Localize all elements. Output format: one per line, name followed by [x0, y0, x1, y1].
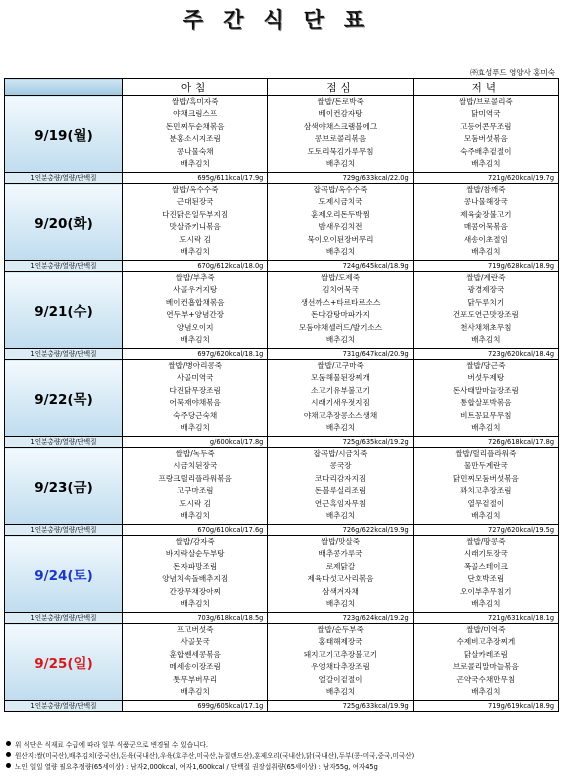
menu-item: 배추김치 — [325, 599, 356, 609]
nutrition-row — [5, 613, 559, 624]
corner-cell — [5, 79, 123, 96]
menu-item: 숙주배추겉절이 — [460, 146, 512, 156]
meal-lunch — [268, 448, 413, 525]
day-row — [5, 448, 559, 525]
menu-item: 쌀밥/참깨죽 — [466, 185, 506, 194]
menu-item: 닭살카레조림 — [463, 649, 508, 659]
header-row — [5, 79, 559, 96]
footer-note: 노인 일일 열량 필요추정량(65세이상) : 남자2,000kcal, 여자1,600kcal / 단백질 권장섭취량(65세이상) : 남자55g, 여자45g — [4, 762, 564, 773]
day-row — [5, 360, 559, 437]
nutrition-lunch: 725g/635kcal/19.2g — [268, 437, 413, 448]
menu-item: 닭민찌모둠버섯볶음 — [452, 473, 519, 483]
nutrition-label: 1인분총량/열량/단백질 — [5, 525, 123, 536]
meal-dinner — [413, 360, 558, 437]
menu-item: 쌀밥/고구마죽 — [317, 361, 364, 370]
menu-item: 배추김치 — [180, 247, 210, 257]
nutrition-row — [5, 261, 559, 272]
meal-dinner — [413, 624, 558, 701]
menu-item: 모둠야채셀러드/발기소스 — [298, 322, 383, 332]
nutrition-row — [5, 173, 559, 184]
menu-item: 돈다감탕마파가지 — [311, 310, 370, 320]
menu-item: 쌀밥/감자죽 — [175, 537, 215, 546]
menu-item: 단호박조림 — [467, 574, 505, 584]
menu-item: 쌀밥/순두부죽 — [317, 625, 364, 634]
meal-breakfast — [123, 96, 268, 173]
nutrition-breakfast: 670g/610kcal/17.6g — [123, 525, 268, 536]
nutrition-lunch: 731g/647kcal/20.9g — [268, 349, 413, 360]
nutrition-lunch: 723g/624kcal/19.2g — [268, 613, 413, 624]
bullet-icon — [6, 752, 11, 757]
menu-item: 광경제장국 — [467, 285, 505, 295]
bullet-icon — [6, 763, 11, 768]
menu-item: 콩나물해장국 — [463, 197, 508, 207]
menu-item: 삼색야채스크램블에그 — [303, 121, 378, 131]
nutrition-dinner: 726g/618kcal/17.8g — [413, 437, 558, 448]
meal-breakfast — [123, 448, 268, 525]
meal-dinner — [413, 272, 558, 349]
menu-item: 훈합쎈세콩볶음 — [169, 649, 221, 659]
footer-note: 원산지:쌀(미국산),배추김치(중국산),돈육(국내산),우육(호주산,미국산,뉴질랜드산),훈제오리(국내산),닭(국내산),두부(콩-미국,중국,미국산) — [4, 751, 564, 762]
day-date: 9/20(화) — [5, 184, 123, 261]
menu-item: 배추김치 — [180, 511, 210, 521]
menu-item: 배추김치 — [471, 159, 501, 169]
menu-item: 고구마조림 — [176, 486, 214, 496]
nutrition-dinner: 721g/631kcal/18.1g — [413, 613, 558, 624]
nutrition-row — [5, 701, 559, 712]
nutrition-breakfast: 695g/611kcal/17.9g — [123, 173, 268, 184]
menu-item: 양념오이지 — [176, 322, 214, 332]
nutrition-dinner: 721g/620kcal/19.7g — [413, 173, 558, 184]
menu-item: 배추김치 — [471, 599, 501, 609]
menu-item: 김치어묵국 — [322, 285, 359, 295]
nutrition-label: 1인분총량/열량/단백질 — [5, 261, 123, 272]
menu-item: 쌀밥/흑미자죽 — [171, 97, 219, 106]
menu-item: 버섯두제탕 — [467, 373, 505, 383]
meal-breakfast — [123, 360, 268, 437]
menu-item: 쌀밥/녹두죽 — [175, 449, 215, 458]
meal-dinner — [413, 448, 558, 525]
menu-item: 다진닭은일두부지짐 — [162, 209, 229, 219]
meal-breakfast — [123, 536, 268, 613]
meal-lunch — [268, 536, 413, 613]
menu-item: 베이컨흡합채볶음 — [165, 297, 225, 307]
menu-item: 오이부추무침기 — [460, 586, 512, 596]
menu-item: 어묵재야채볶음 — [169, 398, 221, 408]
menu-item: 돈사태말마늘장조림 — [452, 385, 519, 395]
menu-item: 시금치된장국 — [173, 461, 218, 471]
menu-item: 배추김치 — [325, 335, 356, 345]
menu-item: 곤약국수채만무침 — [456, 674, 516, 684]
meal-dinner — [413, 536, 558, 613]
nutrition-breakfast: 703g/618kcal/18.5g — [123, 613, 268, 624]
menu-item: 브로콜리말마늘볶음 — [452, 662, 519, 672]
menu-item: 모둠버섯볶음 — [463, 134, 508, 144]
nutrition-lunch: 724g/645kcal/18.9g — [268, 261, 413, 272]
menu-item: 잡곡밥/옥수수죽 — [313, 185, 368, 194]
meal-breakfast — [123, 184, 268, 261]
organization-label: ㈜효성푸드 영양사 홍미숙 — [470, 68, 555, 77]
menu-item: 다진닭무장조림 — [169, 385, 221, 395]
nutrition-dinner: 727g/620kcal/19.5g — [413, 525, 558, 536]
menu-item: 도시락 김 — [179, 498, 212, 508]
bullet-icon — [6, 741, 11, 746]
menu-item: 쌀밥/브로콜리죽 — [458, 97, 513, 106]
menu-item: 훈제오리돈두박찜 — [311, 209, 370, 219]
menu-item: 배추김치 — [180, 599, 210, 609]
menu-item: 제육숯장불고기 — [460, 209, 512, 219]
menu-item: 도토리묵김가루무침 — [307, 146, 374, 156]
menu-item: 얼갈이겉절이 — [318, 674, 363, 684]
menu-item: 닭미역국 — [471, 109, 501, 119]
menu-item: 생선까스+타르타르소스 — [300, 297, 381, 307]
menu-item: 사골우거지탕 — [173, 285, 218, 295]
menu-item: 사골뭇국 — [180, 637, 210, 647]
weekly-menu-table — [4, 78, 559, 712]
nutrition-dinner: 719g/619kcal/18.9g — [413, 701, 558, 712]
nutrition-row — [5, 437, 559, 448]
nutrition-label: 1인분총량/열량/단백질 — [5, 613, 123, 624]
menu-item: 삼색겨자채 — [322, 586, 359, 596]
nutrition-row — [5, 525, 559, 536]
menu-item: 간장무채장아찌 — [169, 586, 221, 596]
menu-item: 배추김치 — [471, 687, 501, 697]
menu-item: 근대된장국 — [176, 197, 214, 207]
nutrition-breakfast: 670g/612kcal/18.0g — [123, 261, 268, 272]
menu-item: 쌀밥/릴리플라워죽 — [455, 449, 517, 458]
menu-item: 코다리감자지짐 — [314, 473, 367, 483]
menu-item: 배추콩가루국 — [318, 549, 363, 559]
menu-item: 베이컨감자탕 — [318, 109, 363, 119]
menu-item: 콩나물숙채 — [176, 146, 214, 156]
nutrition-breakfast: 697g/620kcal/18.1g — [123, 349, 268, 360]
menu-item: 돼지고기고추장불고기 — [303, 649, 378, 659]
meal-dinner — [413, 184, 558, 261]
menu-item: 양념치속돌배추지짐 — [162, 574, 229, 584]
nutrition-lunch: 729g/633kcal/22.0g — [268, 173, 413, 184]
menu-item: 분홍소시지조림 — [169, 134, 221, 144]
meal-breakfast — [123, 272, 268, 349]
menu-item: 돈자파망조림 — [173, 561, 218, 571]
meal-lunch — [268, 624, 413, 701]
menu-item: 콩브로콜리볶음 — [314, 134, 367, 144]
menu-item: 폭골스테이크 — [463, 561, 508, 571]
menu-item: 사골미역국 — [176, 373, 214, 383]
menu-item: 홍태해제장국 — [318, 637, 363, 647]
day-row — [5, 624, 559, 701]
day-row — [5, 96, 559, 173]
nutrition-label: 1인분총량/열량/단백질 — [5, 173, 123, 184]
meal-lunch — [268, 360, 413, 437]
day-row — [5, 184, 559, 261]
menu-item: 톳무부버무리 — [173, 674, 218, 684]
menu-item: 쌀밥/계란죽 — [466, 273, 506, 282]
menu-item: 시래기토장국 — [463, 549, 508, 559]
nutrition-label: 1인분총량/열량/단백질 — [5, 437, 123, 448]
menu-item: 소고기유부불고기 — [311, 385, 370, 395]
menu-item: 천사채채초무침 — [460, 322, 512, 332]
menu-item: 우엉채다추장조림 — [311, 662, 370, 672]
menu-item: 야채크림스프 — [173, 109, 218, 119]
nutrition-breakfast: 699g/605kcal/17.1g — [123, 701, 268, 712]
nutrition-dinner: 719g/628kcal/18.9g — [413, 261, 558, 272]
menu-item: 새송이초절임 — [463, 234, 508, 244]
menu-item: 잡곡밥/시금치죽 — [313, 449, 368, 458]
menu-item: 배추김치 — [471, 423, 501, 433]
menu-item: 쌀밥/맛살죽 — [320, 537, 361, 546]
menu-item: 숙주당근숙채 — [173, 410, 218, 420]
menu-item: 쌀밥/당근죽 — [466, 361, 506, 370]
day-date: 9/22(목) — [5, 360, 123, 437]
menu-item: 배추김치 — [471, 335, 501, 345]
menu-item: 쌀밥/옥수수죽 — [171, 185, 219, 194]
day-row — [5, 272, 559, 349]
menu-item: 제육다섯고사리볶음 — [307, 574, 374, 584]
menu-item: 배추김치 — [180, 159, 210, 169]
menu-item: 쌀밥/땅콩죽 — [466, 537, 506, 546]
nutrition-breakfast: g/600kcal/17.8g — [123, 437, 268, 448]
menu-item: 물만두계란국 — [463, 461, 508, 471]
menu-item: 맛살쥬키니볶음 — [169, 222, 221, 232]
menu-item: 건포도연근맛장조림 — [452, 310, 519, 320]
menu-item: 꽈치고추장조림 — [460, 486, 512, 496]
menu-item: 쌀밥/도제죽 — [320, 273, 361, 282]
header-breakfast: 아침 — [123, 79, 268, 96]
menu-item: 배추김치 — [471, 247, 501, 257]
menu-item: 배추김치 — [325, 511, 356, 521]
menu-item: 배추김치 — [180, 687, 210, 697]
menu-item: 열무겉절이 — [467, 498, 505, 508]
menu-item: 돈블루실리조림 — [314, 486, 367, 496]
menu-item: 도시락 김 — [179, 234, 212, 244]
menu-item: 배추김치 — [180, 423, 210, 433]
nutrition-lunch: 725g/633kcal/19.9g — [268, 701, 413, 712]
menu-item: 배추김치 — [471, 511, 501, 521]
day-date: 9/19(월) — [5, 96, 123, 173]
meal-dinner — [413, 96, 558, 173]
day-date: 9/25(일) — [5, 624, 123, 701]
menu-item: 콩국장 — [329, 461, 352, 471]
nutrition-label: 1인분총량/열량/단백질 — [5, 701, 123, 712]
menu-item: 배추김치 — [325, 423, 356, 433]
menu-item: 배추김치 — [325, 247, 356, 257]
menu-item: 배추김치 — [325, 159, 356, 169]
menu-item: 연두부+양념간장 — [166, 310, 225, 320]
footer-notes — [4, 740, 564, 773]
menu-item: 배추김치 — [325, 687, 356, 697]
menu-item: 쌀밥/부추죽 — [175, 273, 215, 282]
menu-item: 배추김치 — [180, 335, 210, 345]
menu-item: 매콤어묵볶음 — [463, 222, 508, 232]
menu-item: 연근흑임자무침 — [314, 498, 367, 508]
day-date: 9/21(수) — [5, 272, 123, 349]
menu-item: 시래기새우젓지짐 — [311, 398, 370, 408]
menu-item: 밤새우김치전 — [318, 222, 363, 232]
menu-item: 프고버섯죽 — [176, 625, 214, 634]
page-title: 주간식단표 — [182, 8, 385, 32]
nutrition-row — [5, 349, 559, 360]
menu-item: 야채고추장콩소스생채 — [303, 410, 378, 420]
menu-item: 묵이오이된장버무리 — [307, 234, 374, 244]
day-row — [5, 536, 559, 613]
menu-item: 쌀밥/돈로박죽 — [317, 97, 364, 106]
menu-item: 도제시금치국 — [318, 197, 363, 207]
menu-item: 쌀밥/병아리콩죽 — [168, 361, 223, 370]
menu-item: 수제비고추장찌게 — [456, 637, 516, 647]
nutrition-label: 1인분총량/열량/단백질 — [5, 349, 123, 360]
meal-lunch — [268, 96, 413, 173]
nutrition-dinner: 723g/620kcal/18.4g — [413, 349, 558, 360]
footer-note: 위 식단은 식재료 수급에 따라 일부 식품군으로 변경될 수 있습니다. — [4, 740, 564, 751]
nutrition-lunch: 726g/622kcal/19.9g — [268, 525, 413, 536]
menu-item: 돈민찌두순채볶음 — [165, 121, 225, 131]
menu-item: 닭두루치기 — [467, 297, 505, 307]
menu-item: 쌀밥/미역죽 — [466, 625, 506, 634]
meal-lunch — [268, 184, 413, 261]
menu-item: 로제닭갈 — [325, 561, 356, 571]
menu-item: 바지락살순두부탕 — [165, 549, 225, 559]
meal-lunch — [268, 272, 413, 349]
header-dinner: 저녁 — [413, 79, 558, 96]
header-lunch: 점심 — [268, 79, 413, 96]
meal-breakfast — [123, 624, 268, 701]
menu-item: 통합살포박볶음 — [460, 398, 512, 408]
menu-item: 비트꽁묘무무침 — [460, 410, 512, 420]
menu-item: 모둠해물된장찌개 — [311, 373, 370, 383]
day-date: 9/23(금) — [5, 448, 123, 525]
menu-item: 고등어콘무조림 — [460, 121, 512, 131]
menu-item: 프랑크릴리플라워볶음 — [158, 473, 232, 483]
day-date: 9/24(토) — [5, 536, 123, 613]
menu-item: 메세송이장조림 — [169, 662, 221, 672]
